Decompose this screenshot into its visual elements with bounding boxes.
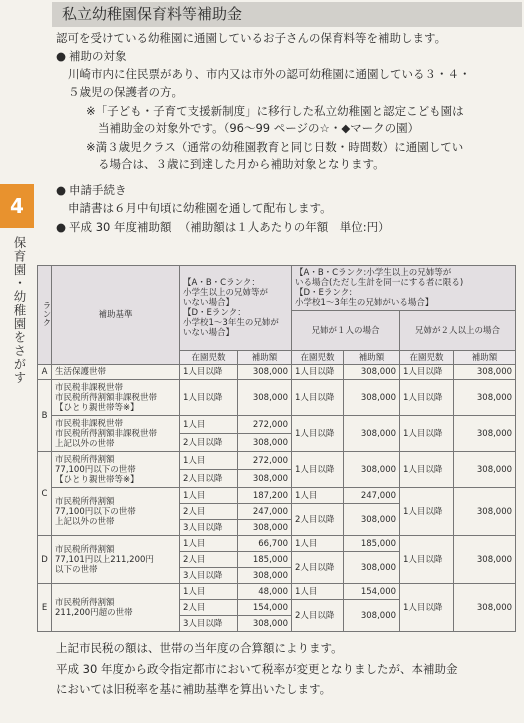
count-cell: 2人目以降 (180, 434, 238, 452)
count-cell: 2人目 (180, 504, 238, 520)
rank-cell: C (38, 452, 52, 536)
count-cell: 2人目 (180, 552, 238, 568)
count-cell: 2人目 (180, 600, 238, 616)
table-row (38, 416, 516, 434)
bullet-icon: ● (56, 49, 67, 63)
amount-cell: 308,000 (454, 380, 516, 416)
amount-cell: 48,000 (238, 584, 292, 600)
rank-cell: A (38, 365, 52, 380)
rank-cell: D (38, 536, 52, 584)
amount-cell: 308,000 (454, 584, 516, 632)
application-title-label: 申請手続き (69, 183, 127, 197)
amount-cell: 247,000 (238, 504, 292, 520)
section-heading: 私立幼稚園保育料等補助金 (52, 2, 522, 27)
header-amount: 補助額 (344, 351, 400, 365)
count-cell: 3人目以降 (180, 616, 238, 632)
header-enrolled: 在園児数 (180, 351, 238, 365)
amount-cell: 308,000 (454, 416, 516, 452)
count-cell: 1人目 (292, 488, 344, 504)
count-cell: 1人目 (180, 584, 238, 600)
amount-cell: 308,000 (344, 504, 400, 536)
count-cell: 3人目以降 (180, 520, 238, 536)
count-cell: 1人目以降 (400, 536, 454, 584)
count-cell: 2人目以降 (292, 552, 344, 584)
amount-cell: 308,000 (454, 488, 516, 536)
application-title (56, 182, 127, 198)
target-note: ※「子ども・子育て支援新制度」に移行した私立幼稚園と認定こども園は (86, 104, 464, 118)
chapter-label: 保育園・幼稚園をさがす (12, 236, 27, 385)
count-cell: 2人目以降 (180, 470, 238, 488)
amount-subtitle: （補助額は１人あたりの年額 単位:円） (178, 220, 390, 234)
amount-cell: 308,000 (344, 380, 400, 416)
amount-cell: 308,000 (454, 452, 516, 488)
amount-cell: 272,000 (238, 416, 292, 434)
target-note: 当補助金の対象外です。（96～99 ページの☆・◆マークの園） (98, 121, 420, 135)
rank-cell: B (38, 380, 52, 452)
count-cell: 1人目以降 (400, 365, 454, 380)
header-two-siblings: 兄姉が２人以上の場合 (400, 311, 516, 351)
bullet-icon: ● (56, 183, 67, 197)
count-cell: 1人目以降 (180, 380, 238, 416)
amount-title-label: 平成 30 年度補助額 (69, 220, 172, 234)
count-cell: 1人目 (180, 536, 238, 552)
count-cell: 1人目以降 (400, 416, 454, 452)
amount-cell: 308,000 (454, 536, 516, 584)
table-row (38, 452, 516, 470)
amount-cell: 308,000 (344, 600, 400, 632)
amount-cell: 308,000 (238, 470, 292, 488)
count-cell: 1人目 (292, 584, 344, 600)
amount-cell: 308,000 (238, 568, 292, 584)
count-cell: 1人目以降 (400, 452, 454, 488)
header-amount: 補助額 (238, 351, 292, 365)
criteria-cell: 生活保護世帯 (52, 365, 180, 380)
target-note: る場合は、３歳に到達した月から補助対象となります。 (98, 157, 385, 171)
criteria-cell: 市民税所得割額 77,100円以下の世帯 上記以外の世帯 (52, 488, 180, 536)
count-cell: 1人目以降 (292, 365, 344, 380)
amount-cell: 154,000 (344, 584, 400, 600)
amount-cell: 308,000 (344, 552, 400, 584)
amount-cell: 272,000 (238, 452, 292, 470)
amount-cell: 308,000 (238, 616, 292, 632)
amount-cell: 308,000 (238, 365, 292, 380)
target-title (56, 48, 127, 64)
target-line: 川崎市内に住民票があり、市内又は市外の認可幼稚園に通園している３・４・ (68, 67, 471, 81)
amount-title (56, 219, 390, 235)
amount-cell: 308,000 (238, 380, 292, 416)
criteria-cell: 市民税所得割額 77,100円以下の世帯 【ひとり親世帯等※】 (52, 452, 180, 488)
intro-text: 認可を受けている幼稚園に通園しているお子さんの保育料等を補助します。 (56, 31, 447, 45)
amount-cell: 185,000 (238, 552, 292, 568)
count-cell: 2人目以降 (292, 504, 344, 536)
count-cell: 1人目以降 (400, 488, 454, 536)
bullet-icon: ● (56, 220, 67, 234)
application-line: 申請書は６月中旬頃に幼稚園を通して配布します。 (68, 201, 332, 215)
header-with-sibling: 【A・B・Cランク:小学生以上の兄姉等が いる場合(ただし生計を同一にする者に限る) 【D・Eランク: 小学校1～3年生の兄姉がいる場合】 (292, 266, 516, 311)
table-row (38, 380, 516, 416)
header-criteria: 補助基準 (52, 266, 180, 365)
header-no-sibling: 【A・B・Cランク： 小学生以上の兄姉等が いない場合】 【D・Eランク： 小学校1～3年生の兄姉が いない場合】 (180, 266, 292, 351)
table-row (38, 488, 516, 504)
count-cell: 1人目 (292, 536, 344, 552)
footer-note: 上記市民税の額は、世帯の当年度の合算額によります。 (56, 641, 343, 655)
header-enrolled: 在園児数 (400, 351, 454, 365)
criteria-cell: 市民税所得割額 211,200円超の世帯 (52, 584, 180, 632)
count-cell: 1人目以降 (180, 365, 238, 380)
footer-note: においては旧税率を基に補助基準を算出いたします。 (56, 682, 332, 696)
amount-cell: 308,000 (344, 416, 400, 452)
criteria-cell: 市民税所得割額 77,101円以上211,200円 以下の世帯 (52, 536, 180, 584)
header-amount: 補助額 (454, 351, 516, 365)
amount-cell: 308,000 (344, 365, 400, 380)
count-cell: 1人目 (180, 416, 238, 434)
target-title-label: 補助の対象 (69, 49, 127, 63)
count-cell: 1人目 (180, 452, 238, 470)
count-cell: 3人目以降 (180, 568, 238, 584)
amount-cell: 154,000 (238, 600, 292, 616)
amount-cell: 185,000 (344, 536, 400, 552)
count-cell: 2人目以降 (292, 600, 344, 632)
criteria-cell: 市民税非課税世帯 市民税所得割額非課税世帯 上記以外の世帯 (52, 416, 180, 452)
target-note: ※満３歳児クラス（通常の幼稚園教育と同じ日数・時間数）に通園してい (86, 140, 464, 154)
header-one-sibling: 兄姉が１人の場合 (292, 311, 400, 351)
header-rank: ランク (38, 266, 52, 365)
count-cell: 1人目以降 (292, 452, 344, 488)
footer-note: 平成 30 年度から政令指定都市において税率が変更となりましたが、本補助金 (56, 662, 458, 676)
amount-cell: 308,000 (344, 452, 400, 488)
amount-cell: 308,000 (454, 365, 516, 380)
count-cell: 1人目以降 (292, 380, 344, 416)
amount-cell: 247,000 (344, 488, 400, 504)
count-cell: 1人目以降 (400, 584, 454, 632)
subsidy-table (37, 265, 516, 632)
amount-cell: 66,700 (238, 536, 292, 552)
amount-cell: 187,200 (238, 488, 292, 504)
count-cell: 1人目 (180, 488, 238, 504)
count-cell: 1人目以降 (400, 380, 454, 416)
chapter-tab: 4 (0, 184, 34, 228)
table-row (38, 584, 516, 600)
table-row (38, 536, 516, 552)
rank-cell: E (38, 584, 52, 632)
amount-cell: 308,000 (238, 434, 292, 452)
amount-cell: 308,000 (238, 520, 292, 536)
count-cell: 1人目以降 (292, 416, 344, 452)
criteria-cell: 市民税非課税世帯 市民税所得割額非課税世帯 【ひとり親世帯等※】 (52, 380, 180, 416)
target-line: ５歳児の保護者の方。 (68, 85, 183, 99)
header-enrolled: 在園児数 (292, 351, 344, 365)
table-row (38, 365, 516, 380)
